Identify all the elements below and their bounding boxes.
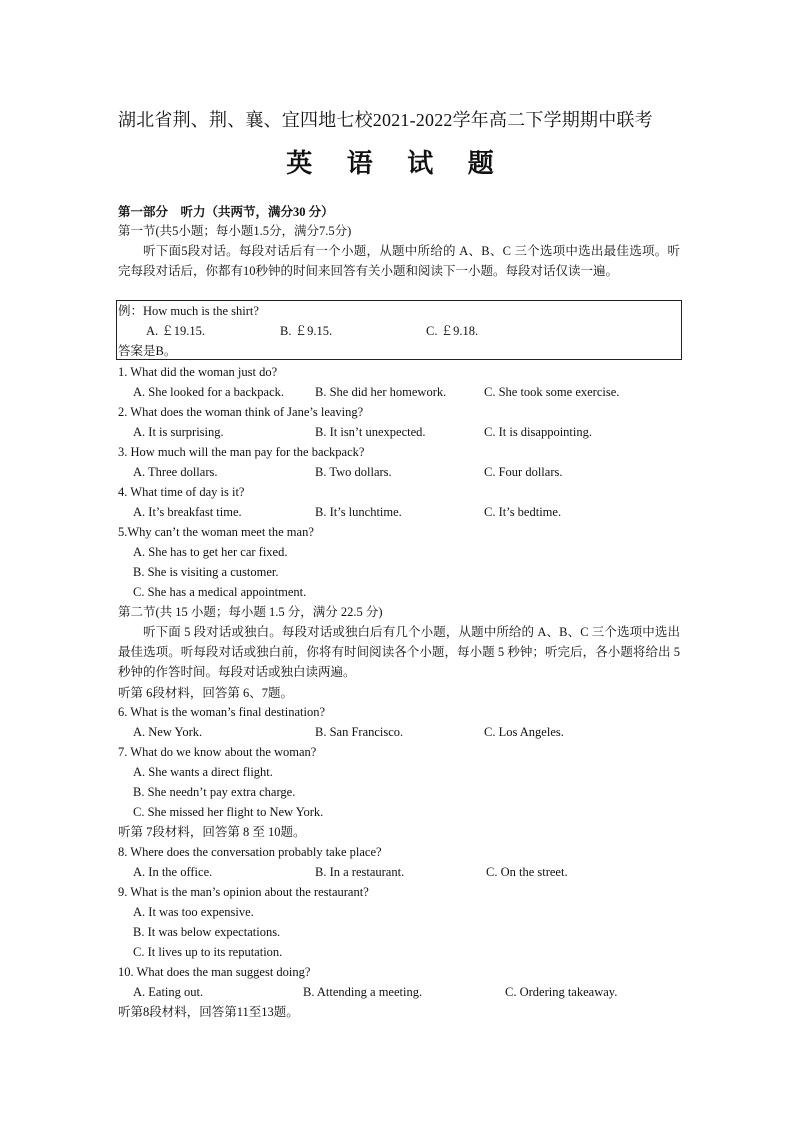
question-8-option-c: C. On the street.: [486, 865, 568, 879]
question-2-option-a: A. It is surprising.: [133, 425, 224, 439]
question-6-option-a: A. New York.: [133, 725, 203, 739]
question-9: 9. What is the man’s opinion about the restaurant?: [118, 885, 369, 899]
question-10: 10. What does the man suggest doing?: [118, 965, 311, 979]
question-3-option-b: B. Two dollars.: [315, 465, 392, 479]
question-5-option-a: A. She has to get her car fixed.: [133, 545, 288, 559]
exam-title: 湖北省荆、荆、襄、宜四地七校2021-2022学年高二下学期期中联考: [118, 110, 653, 130]
question-1-option-c: C. She took some exercise.: [484, 385, 620, 399]
question-5: 5.Why can’t the woman meet the man?: [118, 525, 314, 539]
question-9-option-c: C. It lives up to its reputation.: [133, 945, 283, 959]
example-question: 例：How much is the shirt?: [118, 304, 259, 318]
question-8-option-b: B. In a restaurant.: [315, 865, 405, 879]
question-8-option-a: A. In the office.: [133, 865, 213, 879]
question-2-option-c: C. It is disappointing.: [484, 425, 592, 439]
question-8: 8. Where does the conversation probably take place?: [118, 845, 382, 859]
example-option-a: A. ￡19.15.: [146, 324, 206, 338]
question-7: 7. What do we know about the woman?: [118, 745, 317, 759]
section2-instructions: 听下面 5 段对话或独白。每段对话或独白后有几个小题，从题中所给的 A、B、C 三个选项中选出最佳选项。听每段对话或独白前，你将有时间阅读各个小题，每小题 5 秒钟；听完后，各小题将给出 5 秒钟的作答时间。每段对话或独白读两遍。: [118, 625, 680, 679]
exam-subtitle: 英 语 试 题: [286, 149, 508, 178]
example-option-b: B. ￡9.15.: [280, 324, 333, 338]
section1-heading: 第一节(共5小题；每小题1.5分，满分7.5分): [118, 224, 352, 238]
question-3: 3. How much will the man pay for the backpack?: [118, 445, 365, 459]
question-5-option-b: B. She is visiting a customer.: [133, 565, 279, 579]
question-7-option-c: C. She missed her flight to New York.: [133, 805, 324, 819]
material-6-note: 听第 6段材料，回答第 6、7题。: [118, 686, 294, 700]
question-1-option-a: A. She looked for a backpack.: [133, 385, 284, 399]
question-5-option-c: C. She has a medical appointment.: [133, 585, 307, 599]
question-9-option-b: B. It was below expectations.: [133, 925, 281, 939]
section1-instructions: 听下面5段对话。每段对话后有一个小题，从题中所给的 A、B、C 三个选项中选出最佳选项。听完每段对话后，你都有10秒钟的时间来回答有关小题和阅读下一小题。每段对话仅读一遍。: [118, 244, 680, 278]
question-10-option-a: A. Eating out.: [133, 985, 204, 999]
question-4: 4. What time of day is it?: [118, 485, 245, 499]
section2-heading: 第二节(共 15 小题；每小题 1.5 分，满分 22.5 分): [118, 605, 383, 619]
material-8-note: 听第8段材料，回答第11至13题。: [118, 1005, 299, 1019]
question-4-option-c: C. It’s bedtime.: [484, 505, 562, 519]
question-4-option-b: B. It’s lunchtime.: [315, 505, 402, 519]
question-3-option-a: A. Three dollars.: [133, 465, 218, 479]
question-7-option-b: B. She needn’t pay extra charge.: [133, 785, 296, 799]
question-10-option-c: C. Ordering takeaway.: [505, 985, 618, 999]
example-answer: 答案是B。: [118, 344, 177, 358]
question-1: 1. What did the woman just do?: [118, 365, 278, 379]
question-6-option-c: C. Los Angeles.: [484, 725, 564, 739]
question-1-option-b: B. She did her homework.: [315, 385, 447, 399]
question-4-option-a: A. It’s breakfast time.: [133, 505, 242, 519]
part1-heading: 第一部分 听力（共两节，满分30 分）: [118, 205, 334, 219]
question-10-option-b: B. Attending a meeting.: [303, 985, 423, 999]
question-3-option-c: C. Four dollars.: [484, 465, 563, 479]
question-7-option-a: A. She wants a direct flight.: [133, 765, 273, 779]
question-6-option-b: B. San Francisco.: [315, 725, 404, 739]
question-9-option-a: A. It was too expensive.: [133, 905, 254, 919]
question-6: 6. What is the woman’s final destination?: [118, 705, 326, 719]
question-2-option-b: B. It isn’t unexpected.: [315, 425, 426, 439]
question-2: 2. What does the woman think of Jane’s leaving?: [118, 405, 364, 419]
example-option-c: C. ￡9.18.: [426, 324, 479, 338]
material-7-note: 听第 7段材料，回答第 8 至 10题。: [118, 825, 306, 839]
